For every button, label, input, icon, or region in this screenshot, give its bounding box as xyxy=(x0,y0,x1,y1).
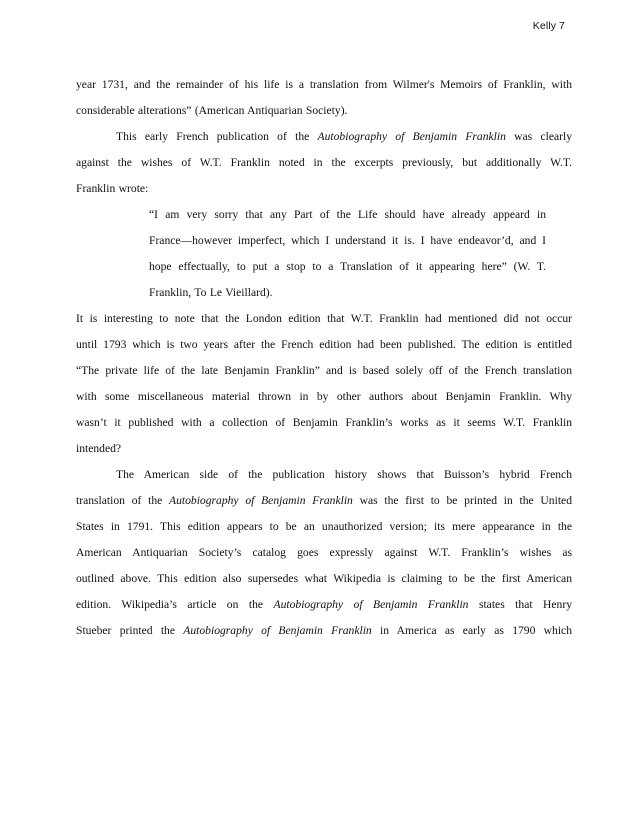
page-number-label: Kelly 7 xyxy=(532,20,565,32)
paragraph-3-line-6: intended? xyxy=(76,442,122,455)
paragraph-4-text-d: states that Henry xyxy=(468,598,572,611)
paragraph-1-line-2: considerable alterations” (American Antiquarian Society). xyxy=(76,104,348,117)
paragraph-2-line-2: against the wishes of W.T. Franklin noted in the excerpts previously, but additionally W.T. xyxy=(76,156,572,169)
paragraph-4-line-4: American Antiquarian Society’s catalog goes expressly against W.T. Franklin’s wishes as xyxy=(76,546,572,559)
paragraph-4-text-b: was the first to be printed in the United xyxy=(352,494,572,507)
paragraph-4-line-6 xyxy=(76,592,572,618)
paragraph-2-text-a: This early French publication of the xyxy=(116,130,318,143)
book-title: Autobiography of Benjamin Franklin xyxy=(183,624,372,637)
block-quote-line-1: “I am very sorry that any Part of the Life should have already appeard in xyxy=(149,208,546,221)
paragraph-3-line-3: “The private life of the late Benjamin Franklin” and is based solely off of the French translation xyxy=(76,364,572,377)
paragraph-4-line-3: States in 1791. This edition appears to be an unauthorized version; its mere appearance in the xyxy=(76,520,572,533)
paragraph-3-line-4: with some miscellaneous material thrown in by other authors about Benjamin Franklin. Why xyxy=(76,390,572,403)
paragraph-4-line-1: The American side of the publication history shows that Buisson’s hybrid French xyxy=(116,468,572,481)
paragraph-4-text-f: in America as early as 1790 which xyxy=(371,624,572,637)
paragraph-4-text-c: edition. Wikipedia’s article on the xyxy=(76,598,274,611)
paragraph-2-text-b: was clearly xyxy=(505,130,572,143)
paragraph-4-text-a: translation of the xyxy=(76,494,170,507)
paragraph-4-line-7 xyxy=(76,618,572,644)
paragraph-4-line-5: outlined above. This edition also supersedes what Wikipedia is claiming to be the first American xyxy=(76,572,572,585)
page-header xyxy=(533,20,565,32)
paragraph-3-line-2: until 1793 which is two years after the French edition had been published. The edition is entitled xyxy=(76,338,572,351)
paragraph-4-text-e: Stueber printed the xyxy=(76,624,184,637)
block-quote-line-3: hope effectually, to put a stop to a Translation of it appearing here” (W. T. xyxy=(149,260,546,273)
book-title: Autobiography of Benjamin Franklin xyxy=(317,130,506,143)
book-title: Autobiography of Benjamin Franklin xyxy=(273,598,469,611)
book-title: Autobiography of Benjamin Franklin xyxy=(169,494,353,507)
paragraph-1-line-1: year 1731, and the remainder of his life is a translation from Wilmer's Memoirs of Franklin, with xyxy=(76,78,572,91)
block-quote-line-4: Franklin, To Le Vieillard). xyxy=(149,286,273,299)
paragraph-3-line-5: wasn’t it published with a collection of Benjamin Franklin’s works as it seems W.T. Franklin xyxy=(76,416,572,429)
body-text xyxy=(76,72,572,644)
block-quote-line-2: France—however imperfect, which I understand it is. I have endeavor’d, and I xyxy=(149,234,546,247)
paragraph-4-line-2 xyxy=(76,488,572,514)
paragraph-2-line-3: Franklin wrote: xyxy=(76,182,149,195)
paragraph-2-line-1 xyxy=(76,124,572,150)
paragraph-3-line-1: It is interesting to note that the London edition that W.T. Franklin had mentioned did not occur xyxy=(76,312,572,325)
